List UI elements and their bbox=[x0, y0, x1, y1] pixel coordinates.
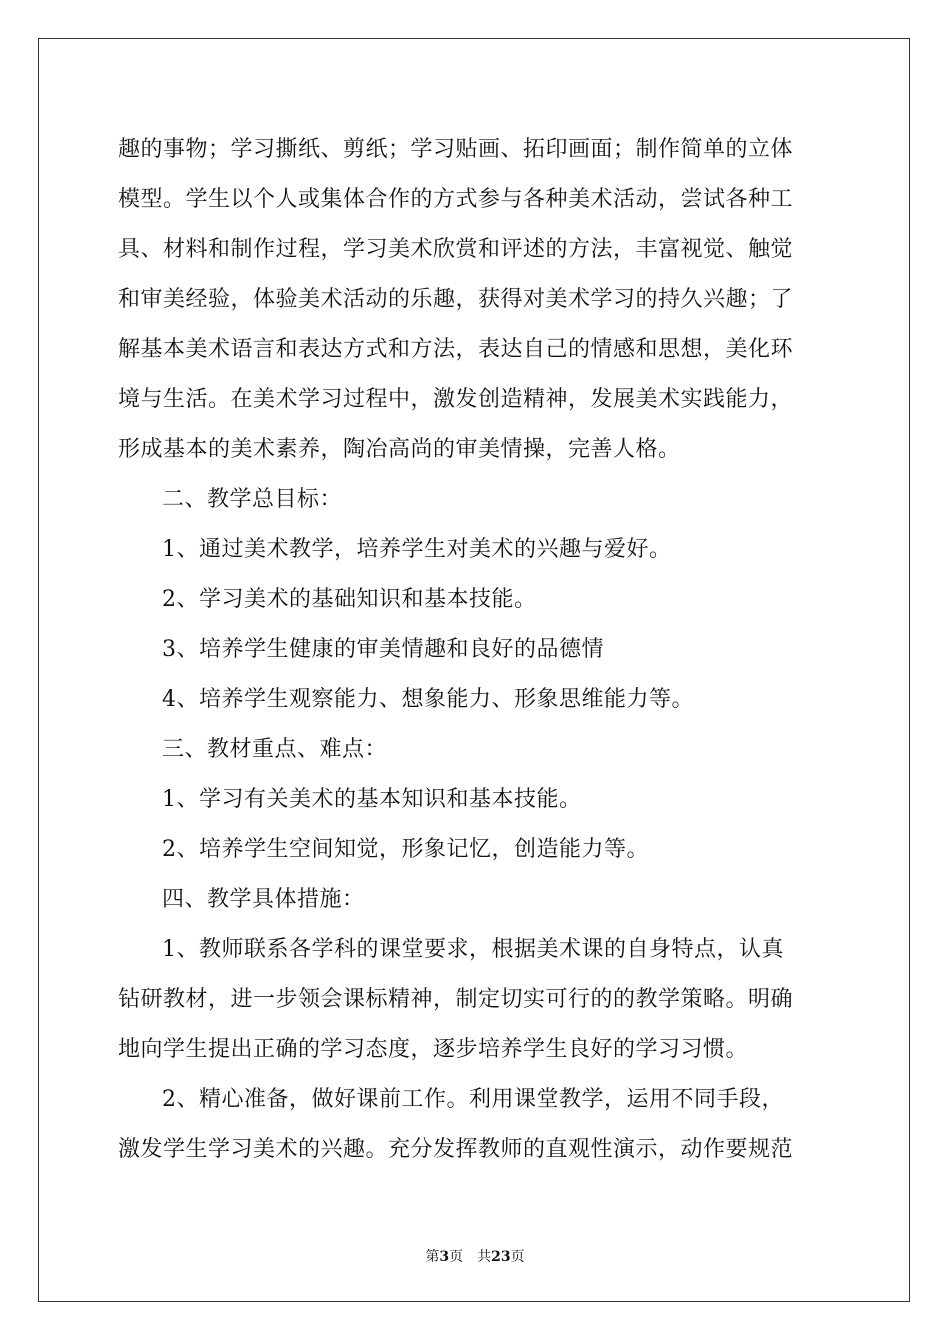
text-line: 境与生活。在美术学习过程中，激发创造精神，发展美术实践能力， bbox=[118, 387, 794, 412]
text-line: 地向学生提出正确的学习态度，逐步培养学生良好的学习习惯。 bbox=[118, 1037, 749, 1062]
list-item: 4、培养学生观察能力、想象能力、形象思维能力等。 bbox=[162, 687, 694, 712]
text-line: 钻研教材，进一步领会课标精神，制定切实可行的的教学策略。明确 bbox=[118, 987, 794, 1012]
total-suffix: 页 bbox=[510, 1249, 525, 1265]
document-body bbox=[118, 125, 834, 1175]
list-item: 3、培养学生健康的审美情趣和良好的品德情 bbox=[162, 637, 604, 662]
text-line: 和审美经验，体验美术活动的乐趣，获得对美术学习的持久兴趣；了 bbox=[118, 287, 794, 312]
total-pages: 23 bbox=[491, 1249, 511, 1265]
list-item: 1、通过美术教学，培养学生对美术的兴趣与爱好。 bbox=[162, 537, 672, 562]
list-item: 1、学习有关美术的基本知识和基本技能。 bbox=[162, 787, 582, 812]
section-heading: 二、教学总目标： bbox=[162, 487, 343, 512]
paragraph-start: 1、教师联系各学科的课堂要求，根据美术课的自身特点，认真 bbox=[162, 937, 784, 962]
page-prefix: 第 bbox=[425, 1249, 440, 1265]
page-suffix: 页 bbox=[449, 1249, 464, 1265]
list-item: 2、培养学生空间知觉，形象记忆，创造能力等。 bbox=[162, 837, 649, 862]
text-line: 解基本美术语言和表达方式和方法，表达自己的情感和思想，美化环 bbox=[118, 337, 794, 362]
paragraph-start: 2、精心准备，做好课前工作。利用课堂教学，运用不同手段， bbox=[162, 1087, 784, 1112]
text-line: 模型。学生以个人或集体合作的方式参与各种美术活动，尝试各种工 bbox=[118, 187, 794, 212]
text-line: 激发学生学习美术的兴趣。充分发挥教师的直观性演示，动作要规范 bbox=[118, 1137, 794, 1162]
list-item: 2、学习美术的基础知识和基本技能。 bbox=[162, 587, 537, 612]
text-line: 趣的事物；学习撕纸、剪纸；学习贴画、拓印画面；制作简单的立体 bbox=[118, 137, 794, 162]
text-line: 形成基本的美术素养，陶冶高尚的审美情操，完善人格。 bbox=[118, 437, 681, 462]
page-footer bbox=[0, 1246, 950, 1266]
total-prefix: 共 bbox=[477, 1249, 492, 1265]
section-heading: 三、教材重点、难点： bbox=[162, 737, 388, 762]
section-heading: 四、教学具体措施： bbox=[162, 887, 365, 912]
page-number: 3 bbox=[439, 1249, 450, 1265]
text-line: 具、材料和制作过程，学习美术欣赏和评述的方法，丰富视觉、触觉 bbox=[118, 237, 794, 262]
